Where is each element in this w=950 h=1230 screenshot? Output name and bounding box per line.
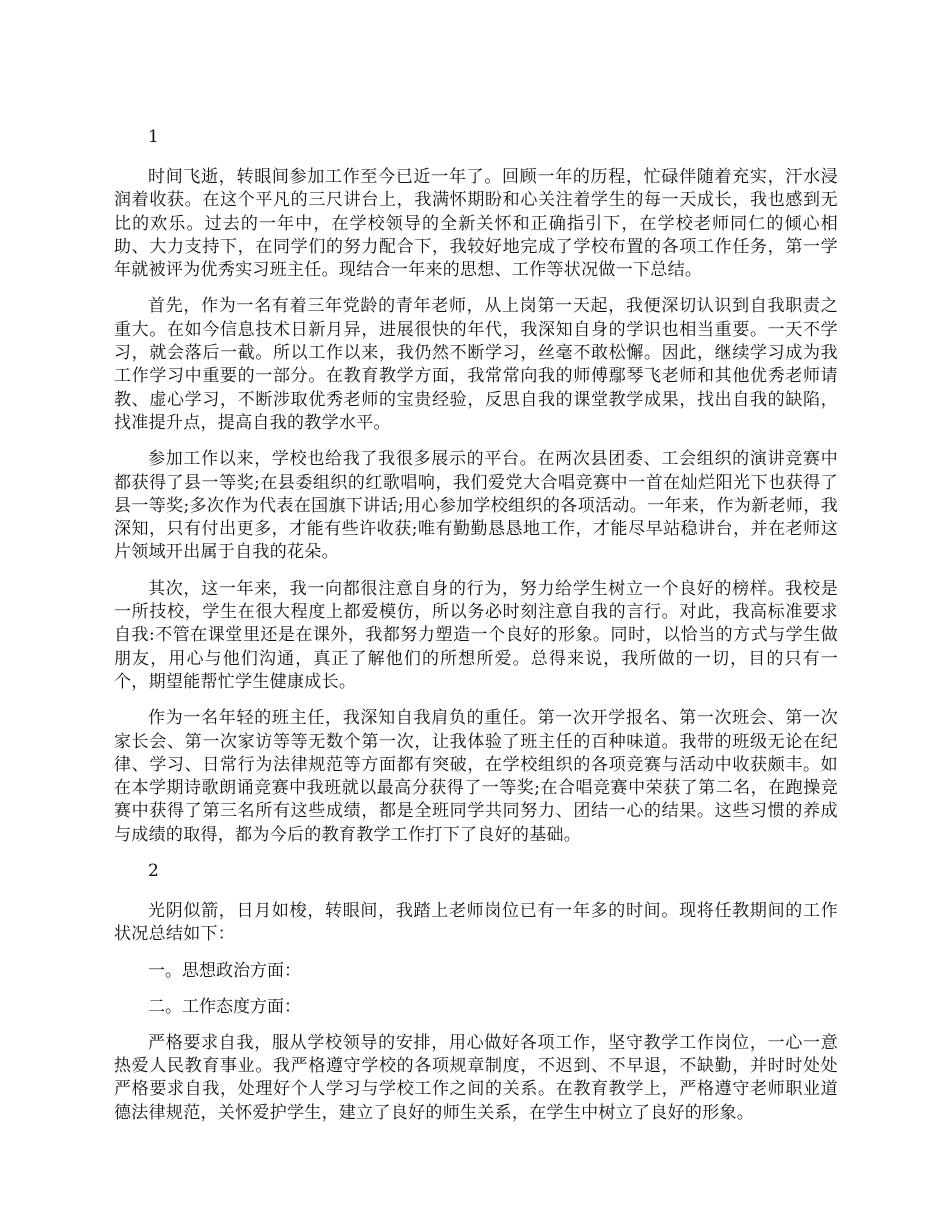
paragraph-5: 作为一名年轻的班主任，我深知自我肩负的重任。第一次开学报名、第一次班会、第一次家长会、第一次家访等等无数个第一次，让我体验了班主任的百种味道。我带的班级无论在纪律、学习、日常行为法律规范等方面都有突破，在学校组织的各项竞赛与活动中收获颇丰。如在本学期诗歌朗诵竞赛中我班就以最高分获得了一等奖;在合唱竞赛中荣获了第二名，在跑操竞赛中获得了第三名所有这些成绩，都是全班同学共同努力、团结一心的结果。这些习惯的养成与成绩的取得，都为今后的教育教学工作打下了良好的基础。 (114, 708, 838, 845)
paragraph-3: 参加工作以来，学校也给我了我很多展示的平台。在两次县团委、工会组织的演讲竞赛中都获得了县一等奖;在县委组织的红歌唱响，我们爱党大合唱竞赛中一首在灿烂阳光下也获得了县一等奖;多次作为代表在国旗下讲话;用心参加学校组织的各项活动。一年来，作为新老师，我深知，只有付出更多，才能有些许收获;唯有勤勤恳恳地工作，才能尽早站稳讲台，并在老师这片领域开出属于自我的花朵。 (114, 449, 838, 563)
paragraph-1: 时间飞逝，转眼间参加工作至今已近一年了。回顾一年的历程，忙碌伴随着充实，汗水浸润着收获。在这个平凡的三尺讲台上，我满怀期盼和心关注着学生的每一天成长，我也感到无比的欢乐。过去的一年中，在学校领导的全新关怀和正确指引下，在学校老师同仁的倾心相助、大力支持下，在同学们的努力配合下，我较好地完成了学校布置的各项工作任务，第一学年就被评为优秀实习班主任。现结合一年来的思想、工作等状况做一下总结。 (114, 167, 838, 281)
section-number-2: 2 (148, 861, 159, 882)
heading-political: 一。思想政治方面： (148, 960, 301, 981)
document-page (114, 120, 838, 1138)
section-number-1: 1 (148, 127, 159, 147)
paragraph-attitude: 严格要求自我，服从学校领导的安排，用心做好各项工作，坚守教学工作岗位，一心一意热爱人民教育事业。我严格遵守学校的各项规章制度，不迟到、不早退，不缺勤，并时时处处严格要求自我，处理好个人学习与学校工作之间的关系。在教育教学上，严格遵守老师职业道德法律规范，关怀爱护学生，建立了良好的师生关系，在学生中树立了良好的形象。 (114, 1032, 838, 1123)
paragraph-2: 首先，作为一名有着三年党龄的青年老师，从上岗第一天起，我便深切认识到自我职责之重大。在如今信息技术日新月异，进展很快的年代，我深知自身的学识也相当重要。一天不学习，就会落后一截。所以工作以来，我仍然不断学习，丝毫不敢松懈。因此，继续学习成为我工作学习中重要的一部分。在教育教学方面，我常常向我的师傅鄢琴飞老师和其他优秀老师请教、虚心学习，不断涉取优秀老师的宝贵经验，反思自我的课堂教学成果，找出自我的缺陷，找准提升点，提高自我的教学水平。 (114, 296, 838, 433)
section2-intro: 光阴似箭，日月如梭，转眼间，我踏上老师岗位已有一年多的时间。现将任教期间的工作状况总结如下： (114, 901, 838, 945)
heading-attitude: 二。工作态度方面： (148, 996, 301, 1017)
paragraph-4: 其次，这一年来，我一向都很注意自身的行为，努力给学生树立一个良好的榜样。我校是一所技校，学生在很大程度上都爱模仿，所以务必时刻注意自我的言行。对此，我高标准要求自我:不管在课堂里还是在课外，我都努力塑造一个良好的形象。同时，以恰当的方式与学生做朋友，用心与他们沟通，真正了解他们的所想所爱。总得来说，我所做的一切，目的只有一个，期望能帮忙学生健康成长。 (114, 578, 838, 692)
